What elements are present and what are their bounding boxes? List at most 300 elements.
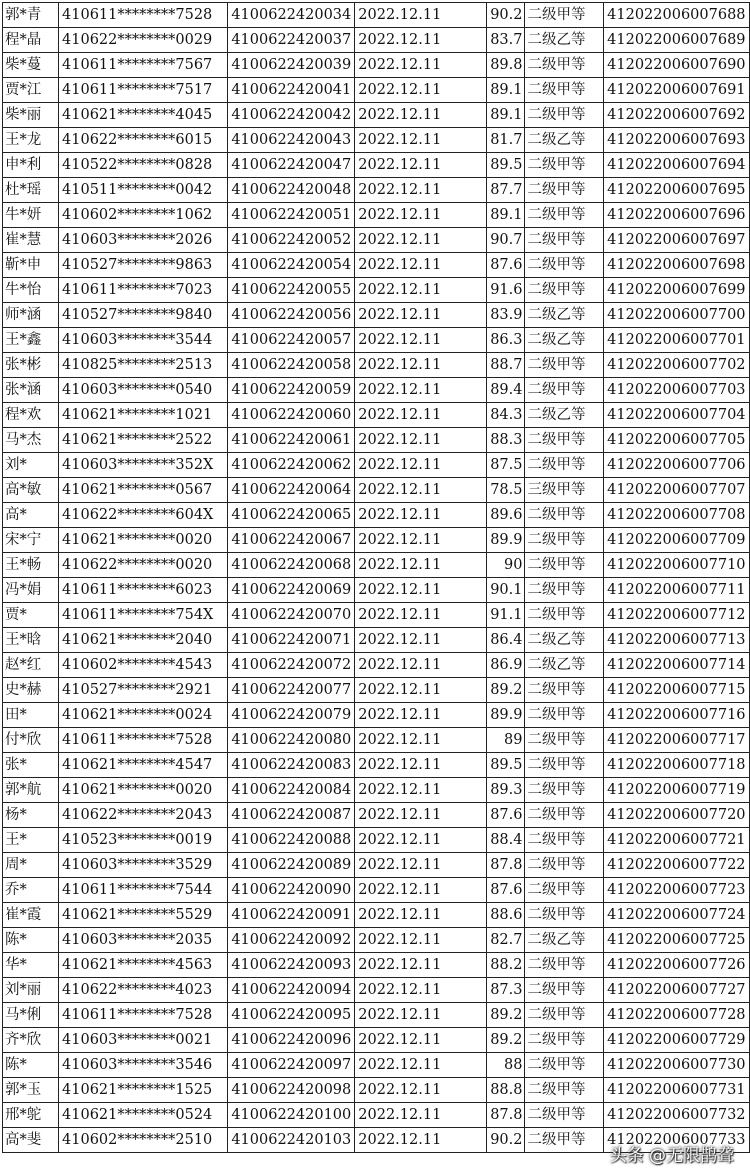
date-cell: 2022.12.11 (355, 1028, 487, 1053)
date-cell: 2022.12.11 (355, 253, 487, 278)
table-row (3, 578, 750, 603)
name-cell: 冯*娟 (3, 578, 59, 603)
cert-number-cell: 4100622420100 (228, 1103, 355, 1128)
level-cell: 二级甲等 (525, 678, 604, 703)
table-row (3, 453, 750, 478)
name-cell: 崔*慧 (3, 228, 59, 253)
name-cell: 宋*宁 (3, 528, 59, 553)
level-cell: 二级甲等 (525, 853, 604, 878)
name-cell: 高* (3, 503, 59, 528)
table-row (3, 728, 750, 753)
name-cell: 陈* (3, 1053, 59, 1078)
name-cell: 师*涵 (3, 303, 59, 328)
serial-number-cell: 412022006007705 (604, 428, 750, 453)
id-number-cell: 410622********0020 (59, 553, 228, 578)
id-number-cell: 410611********7567 (59, 53, 228, 78)
id-number-cell: 410622********604X (59, 503, 228, 528)
serial-number-cell: 412022006007723 (604, 878, 750, 903)
score-cell: 87.5 (487, 453, 525, 478)
level-cell: 二级乙等 (525, 928, 604, 953)
table-row (3, 428, 750, 453)
level-cell: 二级甲等 (525, 503, 604, 528)
id-number-cell: 410603********352X (59, 453, 228, 478)
date-cell: 2022.12.11 (355, 878, 487, 903)
id-number-cell: 410527********9863 (59, 253, 228, 278)
cert-number-cell: 4100622420095 (228, 1003, 355, 1028)
table-row (3, 103, 750, 128)
level-cell: 二级乙等 (525, 28, 604, 53)
score-cell: 89.9 (487, 528, 525, 553)
cert-number-cell: 4100622420103 (228, 1128, 355, 1153)
level-cell: 二级甲等 (525, 1028, 604, 1053)
cert-number-cell: 4100622420072 (228, 653, 355, 678)
results-table (2, 2, 750, 1153)
name-cell: 张*彬 (3, 353, 59, 378)
table-row (3, 903, 750, 928)
date-cell: 2022.12.11 (355, 403, 487, 428)
date-cell: 2022.12.11 (355, 678, 487, 703)
name-cell: 杨* (3, 803, 59, 828)
serial-number-cell: 412022006007700 (604, 303, 750, 328)
serial-number-cell: 412022006007716 (604, 703, 750, 728)
table-row (3, 253, 750, 278)
cert-number-cell: 4100622420089 (228, 853, 355, 878)
date-cell: 2022.12.11 (355, 28, 487, 53)
serial-number-cell: 412022006007728 (604, 1003, 750, 1028)
name-cell: 王* (3, 828, 59, 853)
id-number-cell: 410621********1021 (59, 403, 228, 428)
id-number-cell: 410603********0021 (59, 1028, 228, 1053)
level-cell: 二级甲等 (525, 453, 604, 478)
cert-number-cell: 4100622420079 (228, 703, 355, 728)
cert-number-cell: 4100622420090 (228, 878, 355, 903)
name-cell: 史*赫 (3, 678, 59, 703)
date-cell: 2022.12.11 (355, 753, 487, 778)
score-cell: 83.9 (487, 303, 525, 328)
watermark: 头条 @无限鹊聋 (609, 1146, 734, 1166)
score-cell: 89.1 (487, 103, 525, 128)
level-cell: 二级乙等 (525, 628, 604, 653)
table-row (3, 503, 750, 528)
level-cell: 二级甲等 (525, 428, 604, 453)
name-cell: 牛*妍 (3, 203, 59, 228)
table-row (3, 678, 750, 703)
date-cell: 2022.12.11 (355, 278, 487, 303)
serial-number-cell: 412022006007726 (604, 953, 750, 978)
id-number-cell: 410621********0567 (59, 478, 228, 503)
serial-number-cell: 412022006007731 (604, 1078, 750, 1103)
date-cell: 2022.12.11 (355, 528, 487, 553)
table-row (3, 1103, 750, 1128)
score-cell: 88.2 (487, 953, 525, 978)
serial-number-cell: 412022006007724 (604, 903, 750, 928)
name-cell: 邢*鸵 (3, 1103, 59, 1128)
table-row (3, 228, 750, 253)
id-number-cell: 410511********0042 (59, 178, 228, 203)
score-cell: 84.3 (487, 403, 525, 428)
table-row (3, 78, 750, 103)
cert-number-cell: 4100622420051 (228, 203, 355, 228)
id-number-cell: 410603********2035 (59, 928, 228, 953)
serial-number-cell: 412022006007719 (604, 778, 750, 803)
id-number-cell: 410621********4563 (59, 953, 228, 978)
name-cell: 贾*江 (3, 78, 59, 103)
table-row (3, 203, 750, 228)
level-cell: 二级甲等 (525, 728, 604, 753)
level-cell: 二级甲等 (525, 203, 604, 228)
score-cell: 90 (487, 553, 525, 578)
score-cell: 90.7 (487, 228, 525, 253)
level-cell: 二级甲等 (525, 1128, 604, 1153)
name-cell: 郭*青 (3, 3, 59, 28)
table-row (3, 1053, 750, 1078)
id-number-cell: 410611********754X (59, 603, 228, 628)
id-number-cell: 410522********0828 (59, 153, 228, 178)
serial-number-cell: 412022006007694 (604, 153, 750, 178)
date-cell: 2022.12.11 (355, 1053, 487, 1078)
name-cell: 陈* (3, 928, 59, 953)
date-cell: 2022.12.11 (355, 303, 487, 328)
table-row (3, 478, 750, 503)
cert-number-cell: 4100622420043 (228, 128, 355, 153)
name-cell: 郭*航 (3, 778, 59, 803)
score-cell: 89.5 (487, 753, 525, 778)
cert-number-cell: 4100622420048 (228, 178, 355, 203)
table-row (3, 1028, 750, 1053)
serial-number-cell: 412022006007695 (604, 178, 750, 203)
cert-number-cell: 4100622420064 (228, 478, 355, 503)
table-row (3, 853, 750, 878)
cert-number-cell: 4100622420039 (228, 53, 355, 78)
score-cell: 89.8 (487, 53, 525, 78)
date-cell: 2022.12.11 (355, 978, 487, 1003)
cert-number-cell: 4100622420057 (228, 328, 355, 353)
level-cell: 二级甲等 (525, 1078, 604, 1103)
table-row (3, 878, 750, 903)
score-cell: 89.1 (487, 78, 525, 103)
table-row (3, 53, 750, 78)
cert-number-cell: 4100622420077 (228, 678, 355, 703)
serial-number-cell: 412022006007709 (604, 528, 750, 553)
date-cell: 2022.12.11 (355, 153, 487, 178)
date-cell: 2022.12.11 (355, 703, 487, 728)
name-cell: 马*杰 (3, 428, 59, 453)
cert-number-cell: 4100622420091 (228, 903, 355, 928)
score-cell: 89.1 (487, 203, 525, 228)
id-number-cell: 410611********7023 (59, 278, 228, 303)
date-cell: 2022.12.11 (355, 1128, 487, 1153)
table-row (3, 3, 750, 28)
cert-number-cell: 4100622420097 (228, 1053, 355, 1078)
id-number-cell: 410621********2522 (59, 428, 228, 453)
level-cell: 二级甲等 (525, 878, 604, 903)
level-cell: 二级甲等 (525, 278, 604, 303)
table-row (3, 603, 750, 628)
date-cell: 2022.12.11 (355, 828, 487, 853)
date-cell: 2022.12.11 (355, 603, 487, 628)
serial-number-cell: 412022006007718 (604, 753, 750, 778)
table-row (3, 403, 750, 428)
name-cell: 崔*霞 (3, 903, 59, 928)
level-cell: 二级甲等 (525, 178, 604, 203)
date-cell: 2022.12.11 (355, 53, 487, 78)
id-number-cell: 410603********3529 (59, 853, 228, 878)
level-cell: 二级乙等 (525, 403, 604, 428)
date-cell: 2022.12.11 (355, 128, 487, 153)
table-row (3, 128, 750, 153)
score-cell: 88 (487, 1053, 525, 1078)
score-cell: 87.8 (487, 1103, 525, 1128)
table-row (3, 628, 750, 653)
score-cell: 87.6 (487, 803, 525, 828)
score-cell: 88.6 (487, 903, 525, 928)
cert-number-cell: 4100622420094 (228, 978, 355, 1003)
score-cell: 89.2 (487, 1028, 525, 1053)
serial-number-cell: 412022006007696 (604, 203, 750, 228)
cert-number-cell: 4100622420054 (228, 253, 355, 278)
serial-number-cell: 412022006007711 (604, 578, 750, 603)
level-cell: 二级乙等 (525, 328, 604, 353)
level-cell: 二级甲等 (525, 153, 604, 178)
id-number-cell: 410621********4547 (59, 753, 228, 778)
cert-number-cell: 4100622420068 (228, 553, 355, 578)
serial-number-cell: 412022006007702 (604, 353, 750, 378)
id-number-cell: 410611********6023 (59, 578, 228, 603)
name-cell: 田* (3, 703, 59, 728)
cert-number-cell: 4100622420042 (228, 103, 355, 128)
score-cell: 90.2 (487, 3, 525, 28)
level-cell: 二级乙等 (525, 653, 604, 678)
id-number-cell: 410603********0540 (59, 378, 228, 403)
date-cell: 2022.12.11 (355, 728, 487, 753)
serial-number-cell: 412022006007690 (604, 53, 750, 78)
score-cell: 88.4 (487, 828, 525, 853)
id-number-cell: 410527********2921 (59, 678, 228, 703)
level-cell: 二级甲等 (525, 1103, 604, 1128)
level-cell: 二级甲等 (525, 1003, 604, 1028)
table-row (3, 378, 750, 403)
level-cell: 三级甲等 (525, 478, 604, 503)
cert-number-cell: 4100622420034 (228, 3, 355, 28)
score-cell: 90.1 (487, 578, 525, 603)
cert-number-cell: 4100622420062 (228, 453, 355, 478)
serial-number-cell: 412022006007712 (604, 603, 750, 628)
cert-number-cell: 4100622420087 (228, 803, 355, 828)
date-cell: 2022.12.11 (355, 103, 487, 128)
name-cell: 赵*红 (3, 653, 59, 678)
name-cell: 柴*丽 (3, 103, 59, 128)
serial-number-cell: 412022006007706 (604, 453, 750, 478)
score-cell: 88.8 (487, 1078, 525, 1103)
name-cell: 贾* (3, 603, 59, 628)
cert-number-cell: 4100622420037 (228, 28, 355, 53)
level-cell: 二级甲等 (525, 953, 604, 978)
date-cell: 2022.12.11 (355, 428, 487, 453)
cert-number-cell: 4100622420059 (228, 378, 355, 403)
name-cell: 刘* (3, 453, 59, 478)
serial-number-cell: 412022006007701 (604, 328, 750, 353)
serial-number-cell: 412022006007720 (604, 803, 750, 828)
score-cell: 89.2 (487, 678, 525, 703)
score-cell: 89.2 (487, 1003, 525, 1028)
score-cell: 87.3 (487, 978, 525, 1003)
id-number-cell: 410602********4543 (59, 653, 228, 678)
level-cell: 二级甲等 (525, 53, 604, 78)
score-cell: 87.6 (487, 878, 525, 903)
id-number-cell: 410621********5529 (59, 903, 228, 928)
score-cell: 86.4 (487, 628, 525, 653)
id-number-cell: 410611********7528 (59, 728, 228, 753)
cert-number-cell: 4100622420092 (228, 928, 355, 953)
level-cell: 二级甲等 (525, 753, 604, 778)
serial-number-cell: 412022006007713 (604, 628, 750, 653)
serial-number-cell: 412022006007733 (604, 1128, 750, 1153)
id-number-cell: 410621********0020 (59, 528, 228, 553)
name-cell: 周* (3, 853, 59, 878)
name-cell: 程*晶 (3, 28, 59, 53)
level-cell: 二级甲等 (525, 803, 604, 828)
date-cell: 2022.12.11 (355, 503, 487, 528)
serial-number-cell: 412022006007689 (604, 28, 750, 53)
date-cell: 2022.12.11 (355, 1103, 487, 1128)
table-row (3, 928, 750, 953)
score-cell: 89.3 (487, 778, 525, 803)
cert-number-cell: 4100622420060 (228, 403, 355, 428)
score-cell: 83.7 (487, 28, 525, 53)
serial-number-cell: 412022006007699 (604, 278, 750, 303)
cert-number-cell: 4100622420084 (228, 778, 355, 803)
score-cell: 89.5 (487, 153, 525, 178)
name-cell: 高*斐 (3, 1128, 59, 1153)
id-number-cell: 410622********2043 (59, 803, 228, 828)
id-number-cell: 410621********4045 (59, 103, 228, 128)
name-cell: 王*畅 (3, 553, 59, 578)
serial-number-cell: 412022006007722 (604, 853, 750, 878)
cert-number-cell: 4100622420065 (228, 503, 355, 528)
name-cell: 付*欣 (3, 728, 59, 753)
date-cell: 2022.12.11 (355, 1003, 487, 1028)
date-cell: 2022.12.11 (355, 653, 487, 678)
date-cell: 2022.12.11 (355, 903, 487, 928)
score-cell: 87.8 (487, 853, 525, 878)
name-cell: 华* (3, 953, 59, 978)
id-number-cell: 410523********0019 (59, 828, 228, 853)
serial-number-cell: 412022006007715 (604, 678, 750, 703)
cert-number-cell: 4100622420083 (228, 753, 355, 778)
serial-number-cell: 412022006007703 (604, 378, 750, 403)
name-cell: 王*鑫 (3, 328, 59, 353)
level-cell: 二级甲等 (525, 103, 604, 128)
date-cell: 2022.12.11 (355, 803, 487, 828)
score-cell: 90.2 (487, 1128, 525, 1153)
date-cell: 2022.12.11 (355, 378, 487, 403)
score-cell: 88.7 (487, 353, 525, 378)
level-cell: 二级甲等 (525, 778, 604, 803)
score-cell: 89.4 (487, 378, 525, 403)
name-cell: 马*俐 (3, 1003, 59, 1028)
serial-number-cell: 412022006007721 (604, 828, 750, 853)
level-cell: 二级甲等 (525, 603, 604, 628)
name-cell: 张*涵 (3, 378, 59, 403)
cert-number-cell: 4100622420069 (228, 578, 355, 603)
name-cell: 王*龙 (3, 128, 59, 153)
name-cell: 程*欢 (3, 403, 59, 428)
score-cell: 82.7 (487, 928, 525, 953)
cert-number-cell: 4100622420096 (228, 1028, 355, 1053)
date-cell: 2022.12.11 (355, 478, 487, 503)
score-cell: 89.9 (487, 703, 525, 728)
name-cell: 牛*怡 (3, 278, 59, 303)
name-cell: 齐*欣 (3, 1028, 59, 1053)
table-row (3, 153, 750, 178)
id-number-cell: 410611********7528 (59, 1003, 228, 1028)
level-cell: 二级甲等 (525, 353, 604, 378)
date-cell: 2022.12.11 (355, 178, 487, 203)
table-row (3, 953, 750, 978)
level-cell: 二级乙等 (525, 303, 604, 328)
cert-number-cell: 4100622420041 (228, 78, 355, 103)
name-cell: 郭*玉 (3, 1078, 59, 1103)
table-row (3, 528, 750, 553)
level-cell: 二级甲等 (525, 78, 604, 103)
cert-number-cell: 4100622420093 (228, 953, 355, 978)
table-row (3, 28, 750, 53)
serial-number-cell: 412022006007692 (604, 103, 750, 128)
date-cell: 2022.12.11 (355, 353, 487, 378)
serial-number-cell: 412022006007730 (604, 1053, 750, 1078)
score-cell: 87.6 (487, 253, 525, 278)
cert-number-cell: 4100622420047 (228, 153, 355, 178)
date-cell: 2022.12.11 (355, 3, 487, 28)
serial-number-cell: 412022006007714 (604, 653, 750, 678)
cert-number-cell: 4100622420067 (228, 528, 355, 553)
cert-number-cell: 4100622420070 (228, 603, 355, 628)
table-row (3, 753, 750, 778)
table-body (3, 3, 750, 1153)
table-row (3, 553, 750, 578)
id-number-cell: 410603********3546 (59, 1053, 228, 1078)
cert-number-cell: 4100622420055 (228, 278, 355, 303)
cert-number-cell: 4100622420080 (228, 728, 355, 753)
name-cell: 刘*丽 (3, 978, 59, 1003)
serial-number-cell: 412022006007691 (604, 78, 750, 103)
score-cell: 88.3 (487, 428, 525, 453)
score-cell: 89.6 (487, 503, 525, 528)
table-row (3, 803, 750, 828)
name-cell: 靳*申 (3, 253, 59, 278)
table-row (3, 978, 750, 1003)
date-cell: 2022.12.11 (355, 553, 487, 578)
date-cell: 2022.12.11 (355, 578, 487, 603)
id-number-cell: 410611********7544 (59, 878, 228, 903)
cert-number-cell: 4100622420071 (228, 628, 355, 653)
date-cell: 2022.12.11 (355, 953, 487, 978)
name-cell: 张* (3, 753, 59, 778)
date-cell: 2022.12.11 (355, 628, 487, 653)
serial-number-cell: 412022006007698 (604, 253, 750, 278)
score-cell: 91.1 (487, 603, 525, 628)
serial-number-cell: 412022006007704 (604, 403, 750, 428)
level-cell: 二级甲等 (525, 528, 604, 553)
id-number-cell: 410621********0524 (59, 1103, 228, 1128)
level-cell: 二级甲等 (525, 578, 604, 603)
table-row (3, 1078, 750, 1103)
table-row (3, 778, 750, 803)
name-cell: 高*敏 (3, 478, 59, 503)
table-row (3, 278, 750, 303)
level-cell: 二级甲等 (525, 553, 604, 578)
date-cell: 2022.12.11 (355, 228, 487, 253)
